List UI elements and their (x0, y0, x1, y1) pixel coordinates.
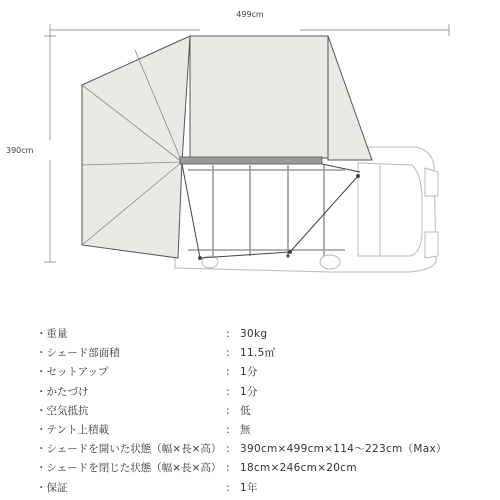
spec-colon: : (226, 347, 230, 360)
spec-colon: : (226, 423, 230, 436)
spec-label: ・空気抵抗 (36, 404, 89, 417)
spec-colon: : (226, 366, 230, 379)
spec-value: 30kg (240, 328, 268, 340)
awning-mount-bar (180, 157, 322, 164)
spec-value: 1分 (240, 385, 258, 398)
spec-value: 低 (240, 404, 251, 417)
width-label: 499cm (236, 10, 264, 19)
spec-row (36, 402, 476, 421)
spec-colon: : (226, 385, 230, 398)
spec-label: ・重量 (36, 328, 68, 340)
spec-colon: : (226, 404, 230, 417)
spec-value: 無 (240, 423, 251, 436)
spec-row (36, 459, 476, 478)
vehicle-outline (175, 147, 438, 272)
spec-row (36, 344, 476, 363)
spec-label: ・シェードを開いた状態（幅×長×高） (36, 443, 222, 456)
spec-table (36, 325, 476, 498)
spec-colon: : (226, 462, 230, 475)
spec-label: ・かたづけ (36, 385, 89, 398)
spec-colon: : (226, 328, 230, 340)
spec-row (36, 325, 476, 344)
spec-value: 1年 (240, 481, 258, 494)
spec-row (36, 440, 476, 459)
height-dimension (44, 36, 56, 262)
height-label: 390cm (6, 146, 34, 155)
spec-value: 1分 (240, 366, 258, 379)
spec-label: ・シェード部面積 (36, 347, 120, 360)
spec-label: ・セットアップ (36, 366, 109, 379)
spec-label: ・シェードを閉じた状態（幅×長×高） (36, 462, 222, 475)
spec-value: 390cm×499cm×114～223cm（Max） (240, 443, 447, 456)
spec-row (36, 421, 476, 440)
spec-label: ・保証 (36, 481, 68, 494)
spec-value: 11.5㎡ (240, 347, 276, 360)
spec-row (36, 479, 476, 498)
spec-colon: : (226, 481, 230, 494)
spec-value: 18cm×246cm×20cm (240, 462, 357, 475)
spec-row (36, 363, 476, 382)
spec-colon: : (226, 443, 230, 456)
spec-label: ・テント上積載 (36, 423, 109, 436)
spec-row (36, 383, 476, 402)
width-dimension (50, 24, 449, 36)
